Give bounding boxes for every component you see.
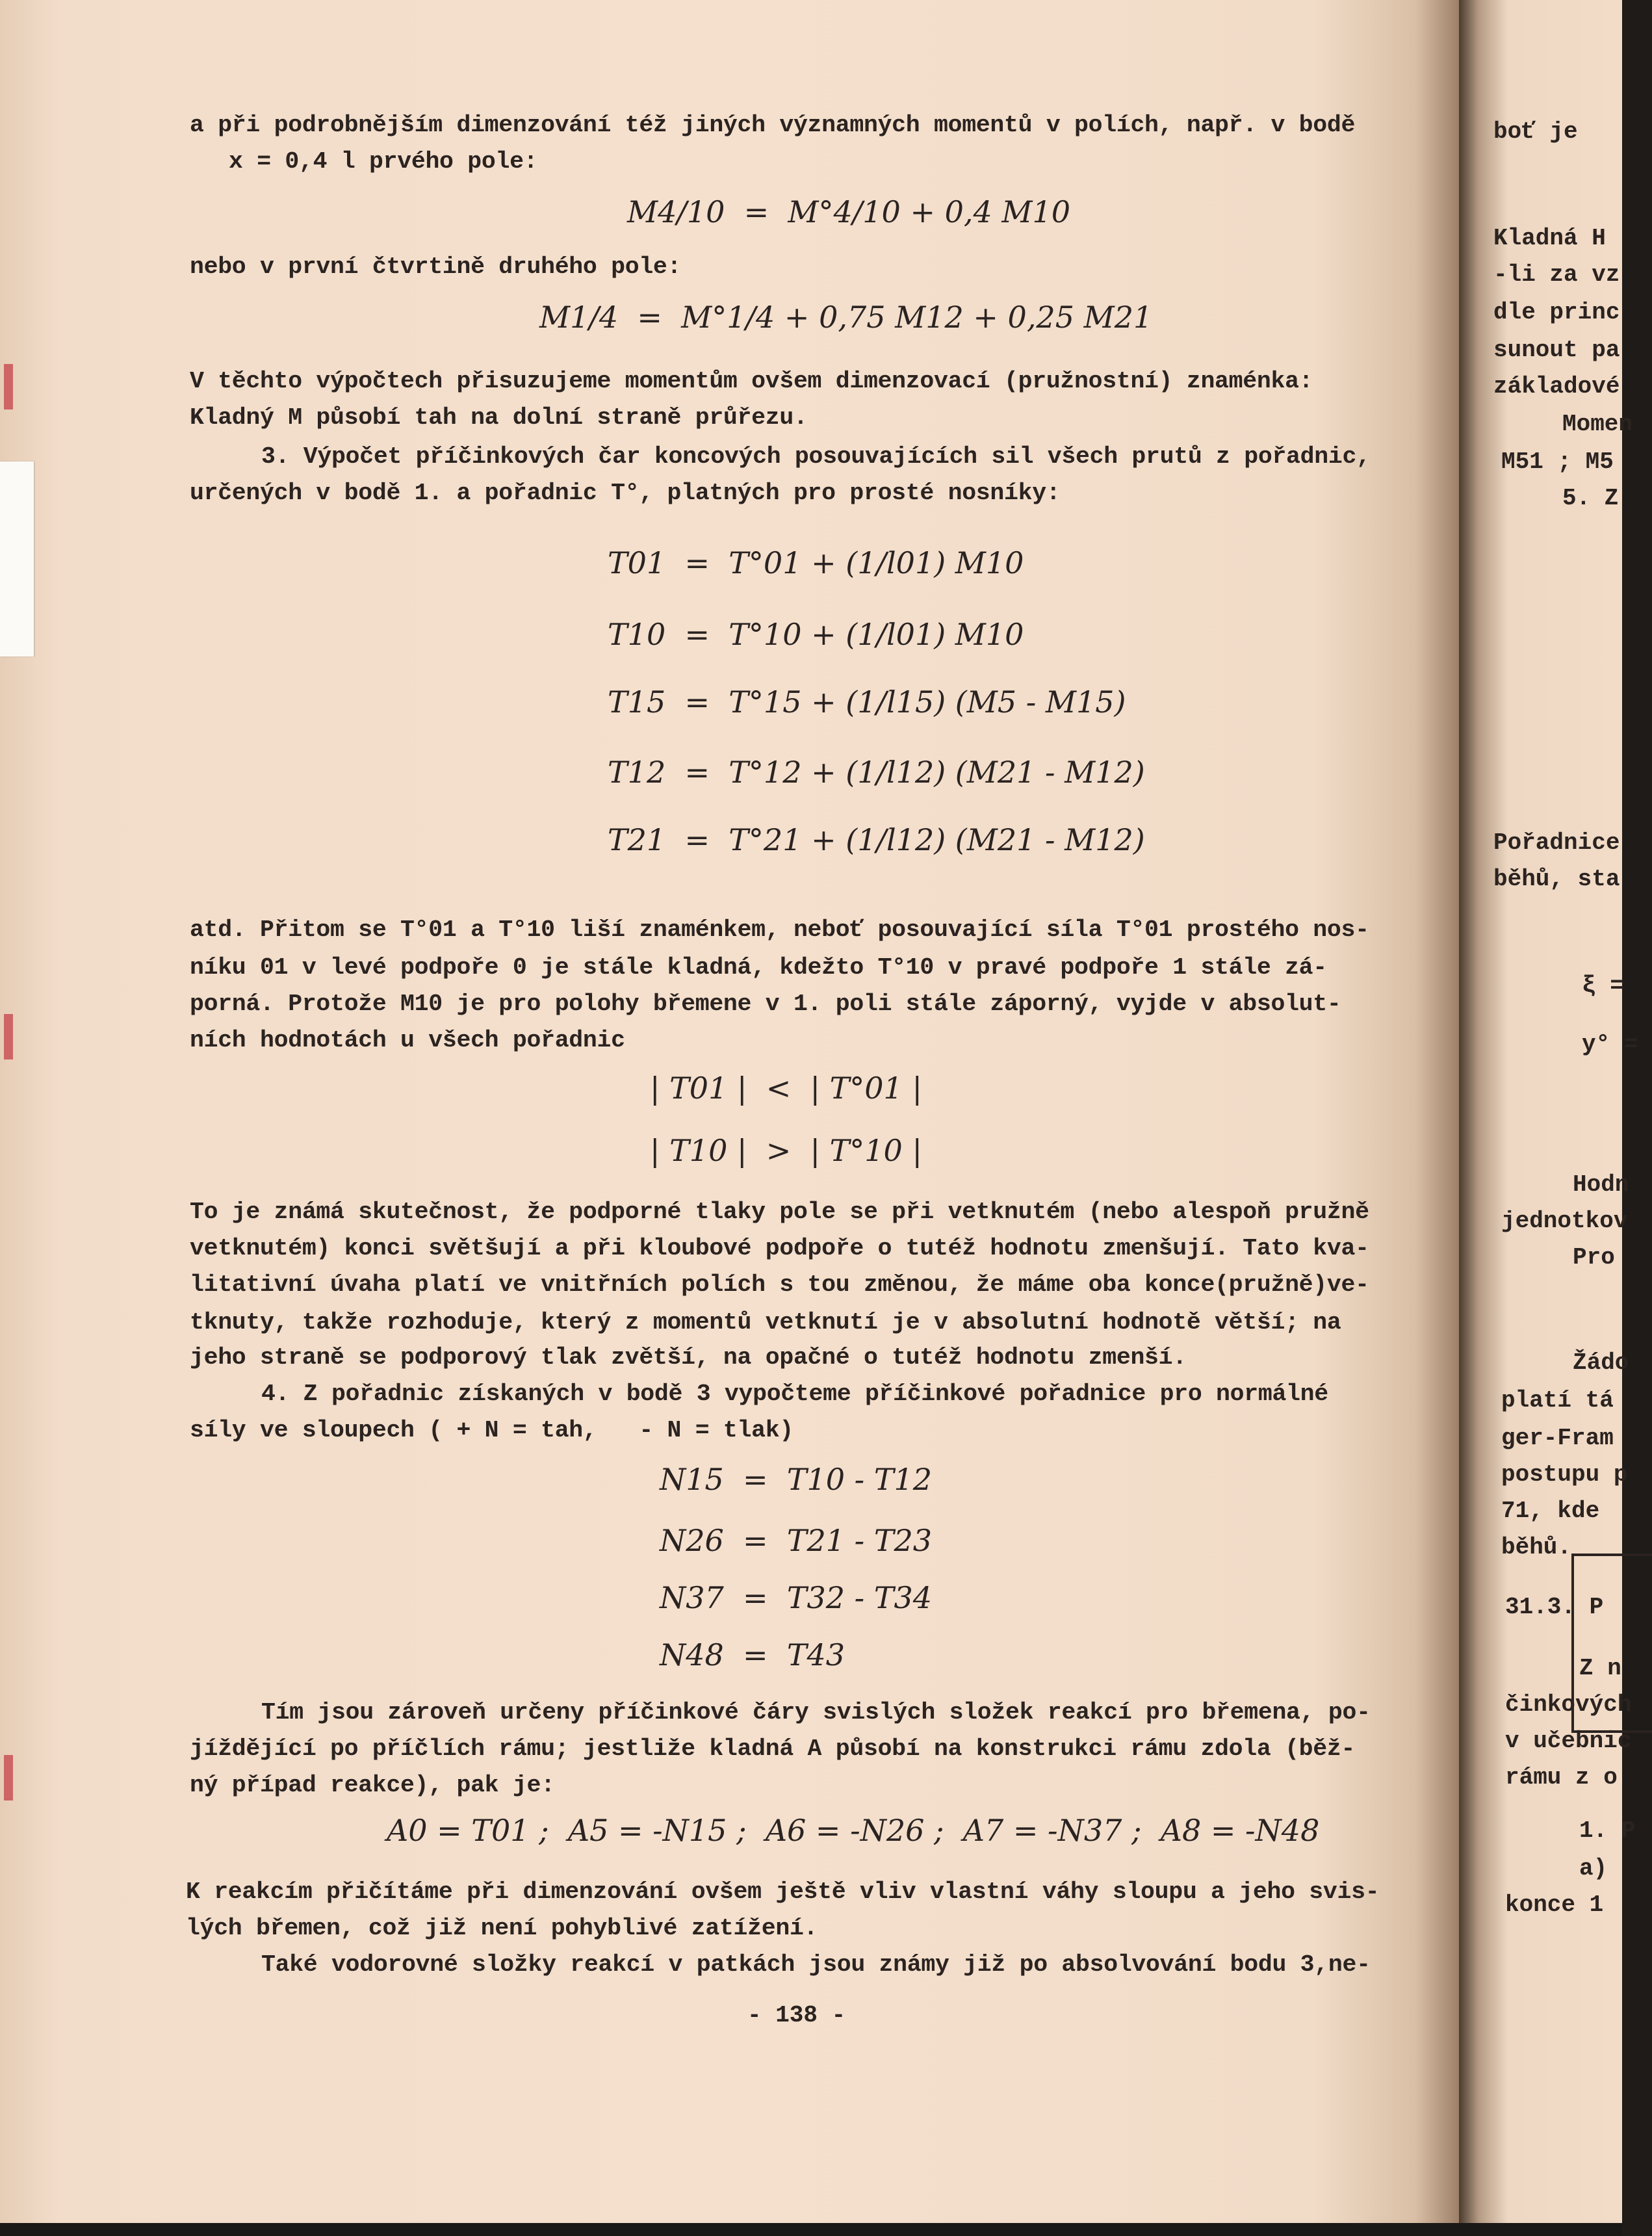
text-line: jeho straně se podporový tlak zvětší, na opačné o tutéž hodnotu zmenší. <box>190 1344 1187 1371</box>
right-text-line: postupu p <box>1501 1461 1628 1488</box>
red-tab-marker-1 <box>4 364 13 410</box>
paper-bookmark-slip <box>0 462 34 656</box>
right-text-line: Pořadnice <box>1493 829 1620 856</box>
text-line: To je známá skutečnost, že podporné tlaky pole se při vetknutém (nebo alespoň pružně <box>190 1199 1369 1225</box>
right-text-line: Kladná H <box>1493 225 1606 252</box>
right-text-line: -li za vz <box>1493 261 1620 288</box>
right-text-line: Momen <box>1562 411 1633 437</box>
right-text-line: činkových <box>1505 1691 1632 1718</box>
equation: T15 = T°15 + (1/l15) (M5 - M15) <box>608 684 1126 720</box>
text-line: Také vodorovné složky reakcí v patkách jsou známy již po absolvování bodu 3,ne- <box>261 1951 1371 1978</box>
right-text-line: Žádo <box>1573 1349 1629 1376</box>
text-line: určených v bodě 1. a pořadnic T°, platných pro prosté nosníky: <box>190 480 1061 506</box>
equation: A0 = T01 ; A5 = -N15 ; A6 = -N26 ; A7 = -N37 ; A8 = -N48 <box>387 1813 1320 1848</box>
scan-bottom-edge <box>0 2223 1622 2236</box>
equation: T21 = T°21 + (1/l12) (M21 - M12) <box>608 822 1145 857</box>
right-text-line: rámu z o <box>1505 1764 1618 1791</box>
text-line: níku 01 v levé podpoře 0 je stále kladná, kdežto T°10 v pravé podpoře 1 stále zá- <box>190 954 1327 981</box>
equation: M1/4 = M°1/4 + 0,75 M12 + 0,25 M21 <box>539 300 1153 335</box>
text-line: a při podrobnějším dimenzování též jiných významných momentů v polích, např. v bodě <box>190 112 1356 138</box>
text-line: vetknutém) konci světšují a při kloubové podpoře o tutéž hodnotu zmenšují. Tato kva- <box>190 1235 1369 1262</box>
text-line: litativní úvaha platí ve vnitřních polích s tou změnou, že máme oba konce(pružně)ve- <box>190 1271 1369 1298</box>
equation: N26 = T21 - T23 <box>660 1523 933 1558</box>
right-text-line: Pro <box>1573 1244 1615 1271</box>
text-line: síly ve sloupech ( + N = tah, - N = tlak) <box>190 1417 794 1444</box>
red-tab-marker-2 <box>4 1014 13 1060</box>
right-text-line: dle princ <box>1493 299 1620 326</box>
right-text-line: sunout pa <box>1493 337 1620 363</box>
text-line: atd. Přitom se T°01 a T°10 liší znaménkem, neboť posouvající síla T°01 prostého nos- <box>190 916 1369 943</box>
equation: M4/10 = M°4/10 + 0,4 M10 <box>627 194 1071 229</box>
text-line: tknuty, takže rozhoduje, který z momentů vetknutí je v absolutní hodnotě větší; na <box>190 1309 1341 1336</box>
right-text-line: Z n <box>1579 1655 1621 1682</box>
equation: | T10 | > | T°10 | <box>650 1133 922 1168</box>
right-text-line: v učebnic <box>1505 1728 1632 1754</box>
right-text-line: 1. P <box>1579 1817 1636 1844</box>
right-text-line: 5. Z <box>1562 485 1619 512</box>
right-text-line: 71, kde <box>1501 1498 1600 1524</box>
equation: T12 = T°12 + (1/l12) (M21 - M12) <box>608 755 1145 790</box>
right-text-line: M51 ; M5 <box>1501 448 1614 475</box>
text-line: V těchto výpočtech přisuzujeme momentům ovšem dimenzovací (pružnostní) znaménka: <box>190 368 1313 395</box>
text-line: lých břemen, což již není pohyblivé zatížení. <box>186 1915 818 1942</box>
equation: N15 = T10 - T12 <box>660 1462 933 1497</box>
equation: N48 = T43 <box>660 1637 845 1672</box>
right-text-line: a) <box>1579 1855 1608 1882</box>
right-text-line: běhů, sta <box>1493 866 1620 892</box>
equation: N37 = T32 - T34 <box>660 1580 933 1615</box>
text-line: 3. Výpočet příčinkových čar koncových posouvajících sil všech prutů z pořadnic, <box>261 443 1371 470</box>
text-line: Tím jsou zároveň určeny příčinkové čáry svislých složek reakcí pro břemena, po- <box>261 1699 1371 1726</box>
text-line: nebo v první čtvrtině druhého pole: <box>190 254 682 280</box>
right-text-line: Hodn <box>1573 1171 1629 1198</box>
text-line: x = 0,4 l prvého pole: <box>229 148 538 175</box>
equation: | T01 | < | T°01 | <box>650 1071 922 1106</box>
equation: T01 = T°01 + (1/l01) M10 <box>608 545 1024 580</box>
right-text-line: jednotkov <box>1501 1208 1628 1234</box>
text-line: ních hodnotách u všech pořadnic <box>190 1027 625 1054</box>
text-line: 4. Z pořadnic získaných v bodě 3 vypočteme příčinkové pořadnice pro normálné <box>261 1381 1328 1407</box>
right-text-line: základové <box>1493 373 1620 400</box>
right-text-line: běhů. <box>1501 1534 1572 1561</box>
text-line: jíždějící po příčlích rámu; jestliže kladná A působí na konstrukci rámu zdola (běž- <box>190 1736 1356 1762</box>
right-text-line: platí tá <box>1501 1387 1614 1414</box>
text-line: ný případ reakce), pak je: <box>190 1772 555 1799</box>
right-text-line: ger-Fram <box>1501 1425 1614 1451</box>
right-text-line: konce 1 <box>1505 1892 1604 1918</box>
right-text-line: y° = <box>1582 1031 1638 1058</box>
equation: T10 = T°10 + (1/l01) M10 <box>608 617 1024 652</box>
right-text-line: boť je <box>1493 118 1578 145</box>
text-line: porná. Protože M10 je pro polohy břemene v 1. poli stále záporný, vyjde v absolut- <box>190 991 1341 1017</box>
page-number: - 138 - <box>747 2002 846 2029</box>
right-text-line: ξ = <box>1582 972 1624 999</box>
right-text-line: 31.3. P <box>1505 1594 1604 1620</box>
red-tab-marker-3 <box>4 1755 13 1800</box>
text-line: K reakcím přičítáme při dimenzování ovšem ještě vliv vlastní váhy sloupu a jeho svis- <box>186 1878 1380 1905</box>
text-line: Kladný M působí tah na dolní straně průřezu. <box>190 404 808 431</box>
